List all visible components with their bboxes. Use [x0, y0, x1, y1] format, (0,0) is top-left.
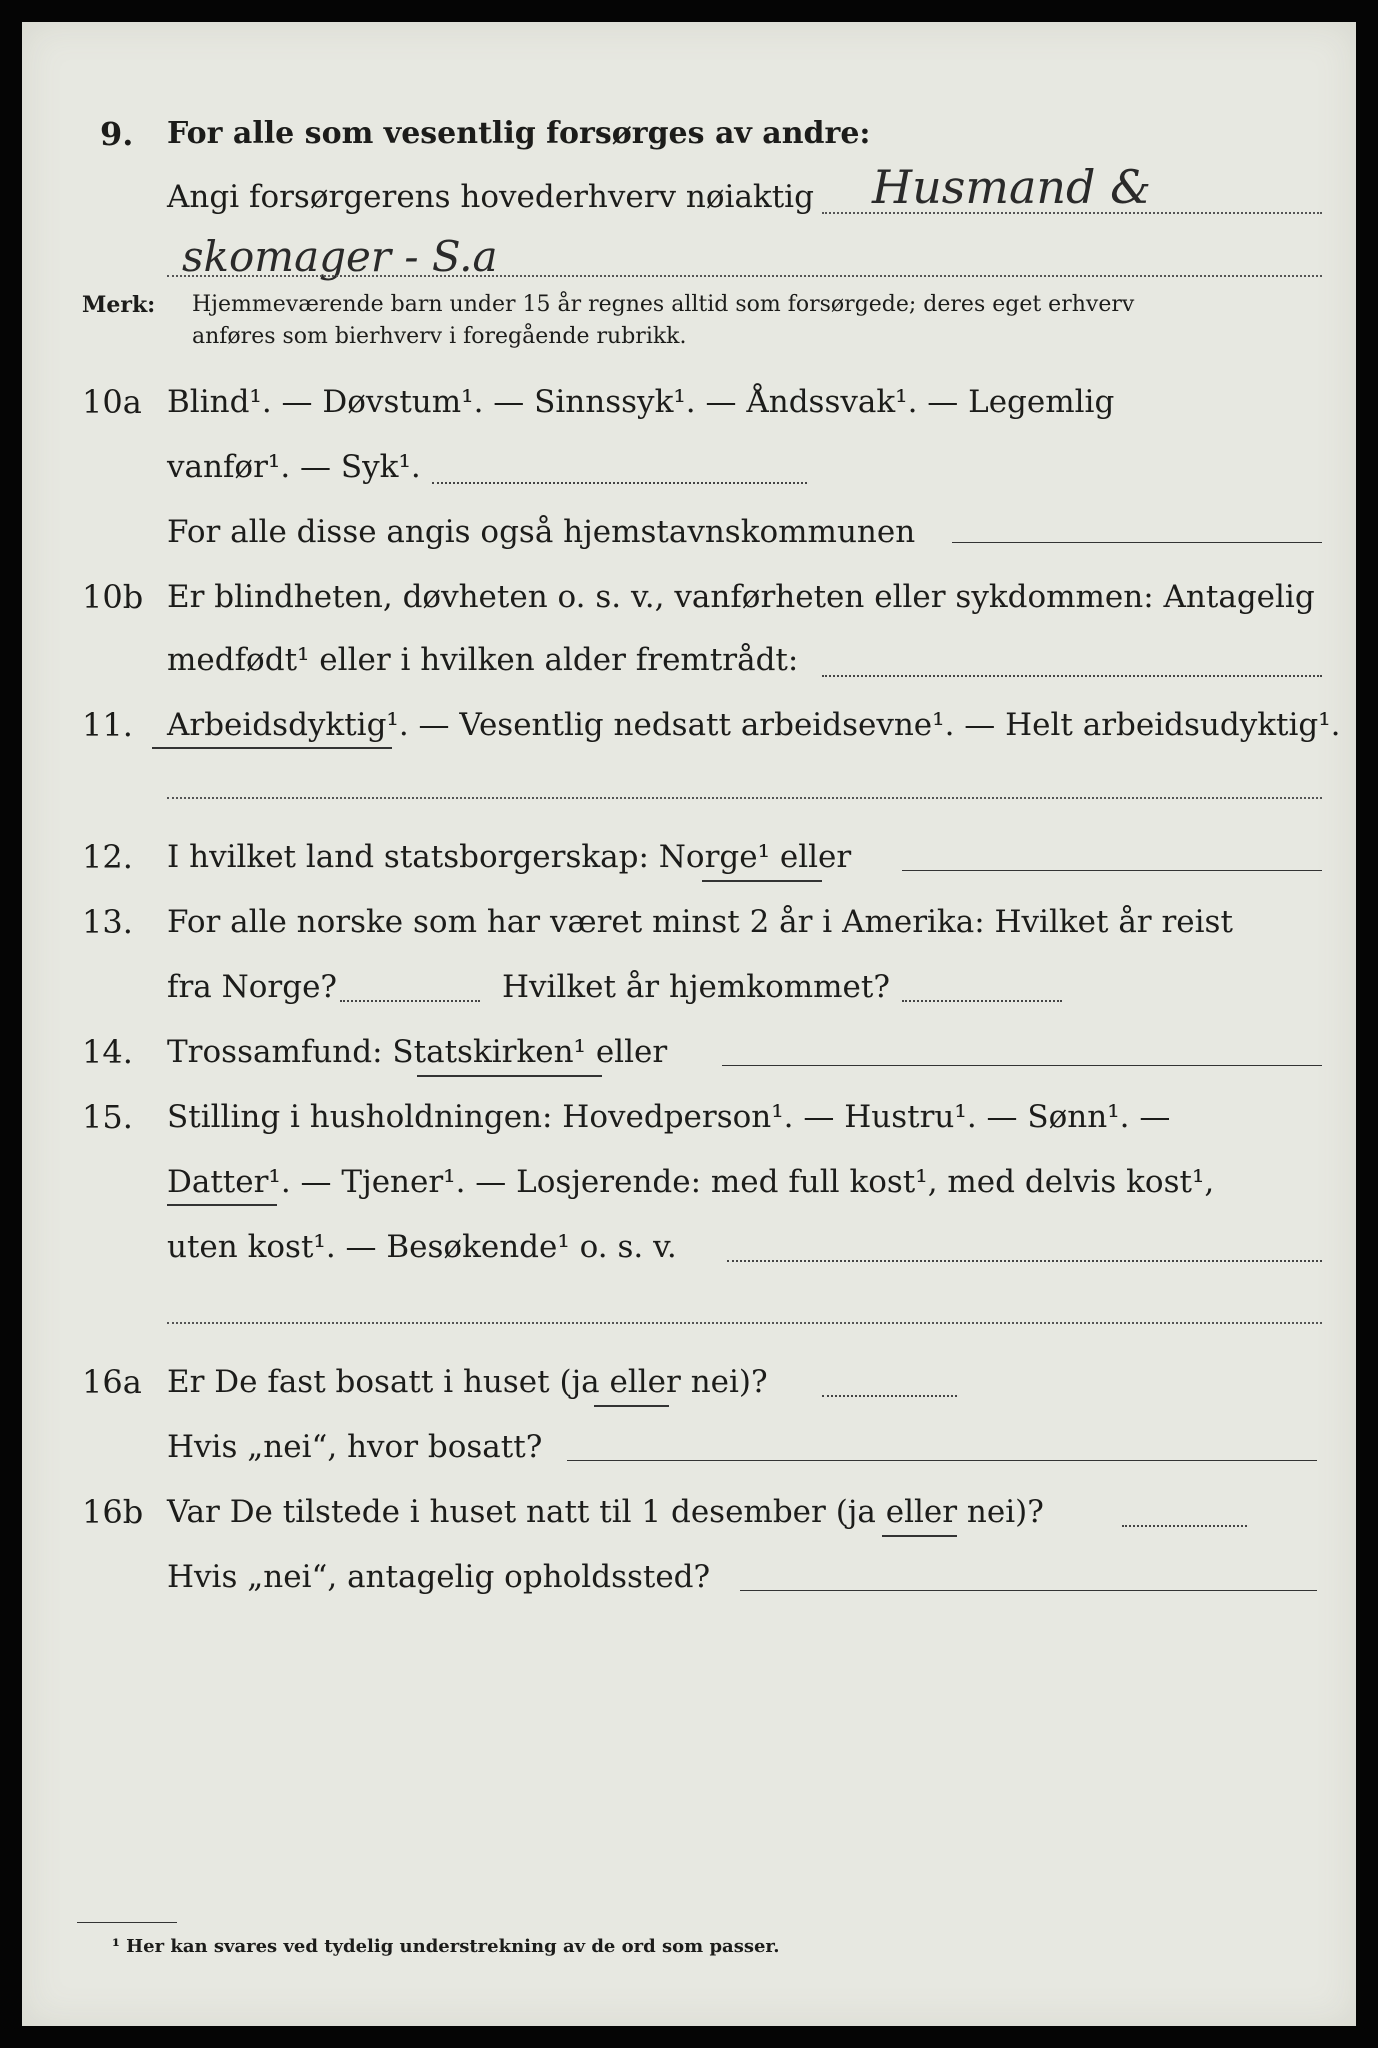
q9-handwritten-answer1: Husmand & — [872, 160, 1152, 214]
q14-line1: Trossamfund: Statskirken¹ eller — [167, 1034, 668, 1070]
q9-line1: For alle som vesentlig forsørges av andre: — [167, 116, 871, 151]
q10a-line2: vanfør¹. — Syk¹. — [167, 449, 421, 485]
footnote-text: ¹ Her kan svares ved tydelig understrekning av de ord som passer. — [112, 1936, 780, 1957]
q9-line2: Angi forsørgerens hovederhverv nøiaktig — [167, 179, 814, 215]
q10a-number: 10a — [82, 383, 142, 421]
q16a-answer-line — [822, 1395, 957, 1397]
q9-number: 9. — [100, 115, 134, 153]
q12-underline-norge — [702, 880, 822, 882]
q13-line2a: fra Norge? — [167, 969, 338, 1005]
q16b-underline-ja — [882, 1535, 957, 1537]
q12-line1: I hvilket land statsborgerskap: Norge¹ eller — [167, 839, 852, 875]
q16a-number: 16a — [82, 1363, 142, 1401]
q16a-bosatt-line — [567, 1460, 1317, 1461]
census-form-page — [22, 22, 1356, 2026]
q14-answer-line — [722, 1065, 1322, 1066]
q11-underline-arbeidsdyktig — [152, 747, 392, 749]
footnote-rule — [77, 1922, 177, 1923]
q15-number: 15. — [82, 1098, 133, 1136]
q13-line2b: Hvilket år hjemkommet? — [502, 969, 890, 1005]
q15-line3: uten kost¹. — Besøkende¹ o. s. v. — [167, 1229, 677, 1265]
q16b-answer-line — [1122, 1525, 1247, 1527]
q11-line1: Arbeidsdyktig¹. — Vesentlig nedsatt arbeidsevne¹. — Helt arbeidsudyktig¹. — [167, 707, 1341, 743]
q10b-number: 10b — [82, 578, 144, 616]
q11-number: 11. — [82, 706, 133, 744]
q13-number: 13. — [82, 903, 133, 941]
q10b-line2: medfødt¹ eller i hvilken alder fremtrådt: — [167, 642, 799, 678]
merk-label: Merk: — [82, 292, 156, 318]
q14-number: 14. — [82, 1033, 133, 1071]
q11-answer-line — [167, 797, 1322, 799]
q12-number: 12. — [82, 838, 133, 876]
q10a-line1: Blind¹. — Døvstum¹. — Sinnssyk¹. — Åndssvak¹. — Legemlig — [167, 384, 1115, 420]
q16b-number: 16b — [82, 1493, 144, 1531]
merk-line1: Hjemmeværende barn under 15 år regnes alltid som forsørgede; deres eget erhverv — [192, 292, 1135, 317]
q13-hjemkommet-line — [902, 1000, 1062, 1002]
q14-underline-statskirken — [417, 1075, 602, 1077]
q16b-line1: Var De tilstede i huset natt til 1 desember (ja eller nei)? — [167, 1494, 1044, 1530]
q10a-syk-line — [432, 482, 807, 484]
q16b-line2: Hvis „nei“, antagelig opholdssted? — [167, 1559, 711, 1595]
q10a-hjemstavn-line — [952, 542, 1322, 543]
q15-underline-datter — [167, 1204, 277, 1206]
q10a-line3: For alle disse angis også hjemstavnskommunen — [167, 514, 916, 550]
q16b-opholdssted-line — [740, 1590, 1317, 1591]
q15-answer-line — [727, 1260, 1322, 1262]
q10b-answer-line — [822, 675, 1322, 677]
q15-line1: Stilling i husholdningen: Hovedperson¹. — Hustru¹. — Sønn¹. — — [167, 1099, 1171, 1135]
q16a-underline-ja — [594, 1405, 669, 1407]
q10b-line1: Er blindheten, døvheten o. s. v., vanførheten eller sykdommen: Antagelig — [167, 579, 1315, 615]
merk-line2: anføres som bierhverv i foregående rubrikk. — [192, 324, 687, 349]
q12-answer-line — [902, 870, 1322, 871]
q9-answer-line2 — [167, 275, 1322, 277]
q16a-line1: Er De fast bosatt i huset (ja eller nei)? — [167, 1364, 768, 1400]
q16a-line2: Hvis „nei“, hvor bosatt? — [167, 1429, 543, 1465]
q13-reist-line — [340, 1000, 480, 1002]
q15-extra-line — [167, 1322, 1322, 1324]
q9-handwritten-answer2: skomager - S.a — [182, 232, 498, 281]
q15-line2: Datter¹. — Tjener¹. — Losjerende: med full kost¹, med delvis kost¹, — [167, 1164, 1215, 1200]
q13-line1: For alle norske som har været minst 2 år i Amerika: Hvilket år reist — [167, 904, 1233, 940]
